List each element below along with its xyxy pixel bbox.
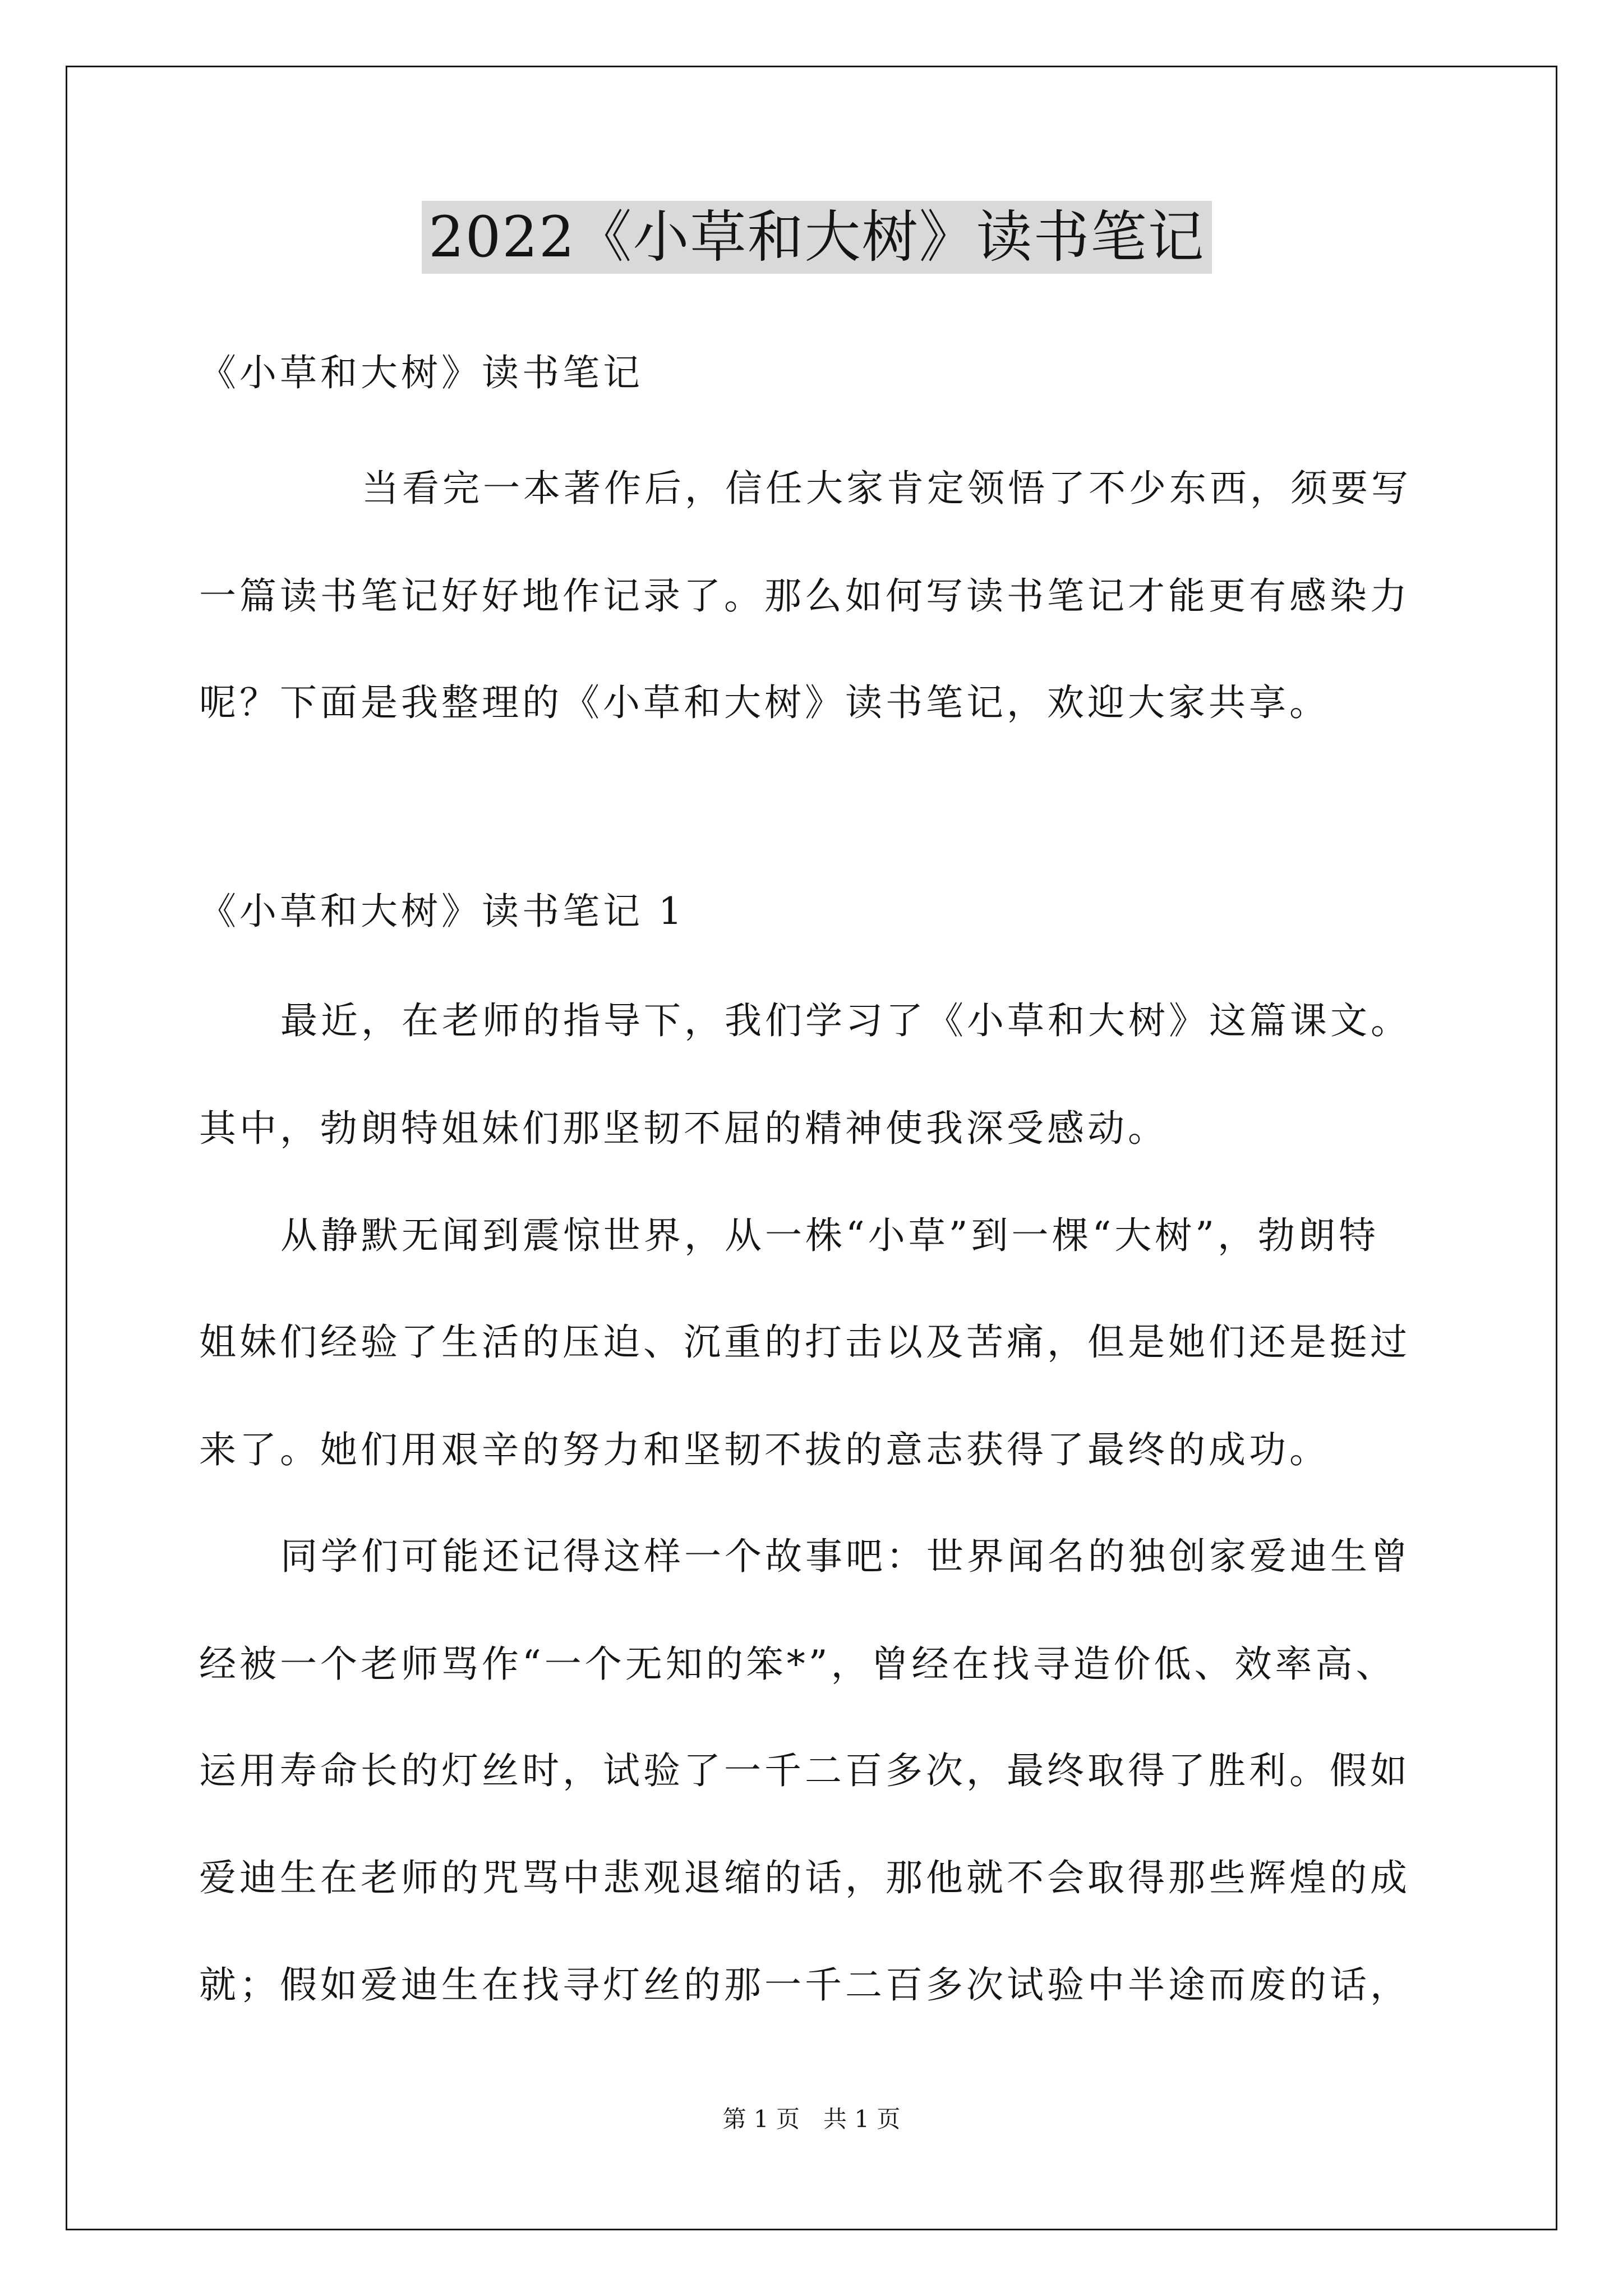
paragraph3-line-1: 同学们可能还记得这样一个故事吧：世界闻名的独创家爱迪生曾 — [280, 1535, 1411, 1578]
document-title: 2022《小草和大树》读书笔记 — [422, 201, 1212, 274]
paragraph3-line-2: 经被一个老师骂作“一个无知的笨*”，曾经在找寻造价低、效率高、 — [199, 1642, 1396, 1686]
intro-line-1: 当看完一本著作后，信任大家肯定领悟了不少东西，须要写 — [362, 467, 1412, 510]
paragraph2-line-3: 来了。她们用艰辛的努力和坚韧不拔的意志获得了最终的成功。 — [199, 1428, 1330, 1471]
paragraph3-line-3: 运用寿命长的灯丝时，试验了一千二百多次，最终取得了胜利。假如 — [199, 1749, 1410, 1792]
subtitle: 《小草和大树》读书笔记 — [199, 351, 643, 394]
paragraph2-line-2: 姐妹们经验了生活的压迫、沉重的打击以及苦痛，但是她们还是挺过 — [199, 1320, 1410, 1364]
paragraph3-line-4: 爱迪生在老师的咒骂中悲观退缩的话，那他就不会取得那些辉煌的成 — [199, 1856, 1410, 1899]
paragraph1-line-1: 最近，在老师的指导下，我们学习了《小草和大树》这篇课文。 — [280, 999, 1411, 1042]
paragraph2-line-1: 从静默无闻到震惊世界，从一株“小草”到一棵“大树”，勃朗特 — [280, 1214, 1379, 1257]
paragraph1-line-2: 其中，勃朗特姐妹们那坚韧不屈的精神使我深受感动。 — [199, 1107, 1168, 1150]
intro-line-2: 一篇读书笔记好好地作记录了。那么如何写读书笔记才能更有感染力 — [199, 574, 1410, 618]
page-footer: 第 1 页 共 1 页 — [722, 2105, 901, 2133]
intro-line-3: 呢？下面是我整理的《小草和大树》读书笔记，欢迎大家共享。 — [199, 681, 1330, 724]
section-heading: 《小草和大树》读书笔记 1 — [199, 890, 685, 933]
paragraph3-line-5: 就；假如爱迪生在找寻灯丝的那一千二百多次试验中半途而废的话， — [199, 1963, 1410, 2007]
